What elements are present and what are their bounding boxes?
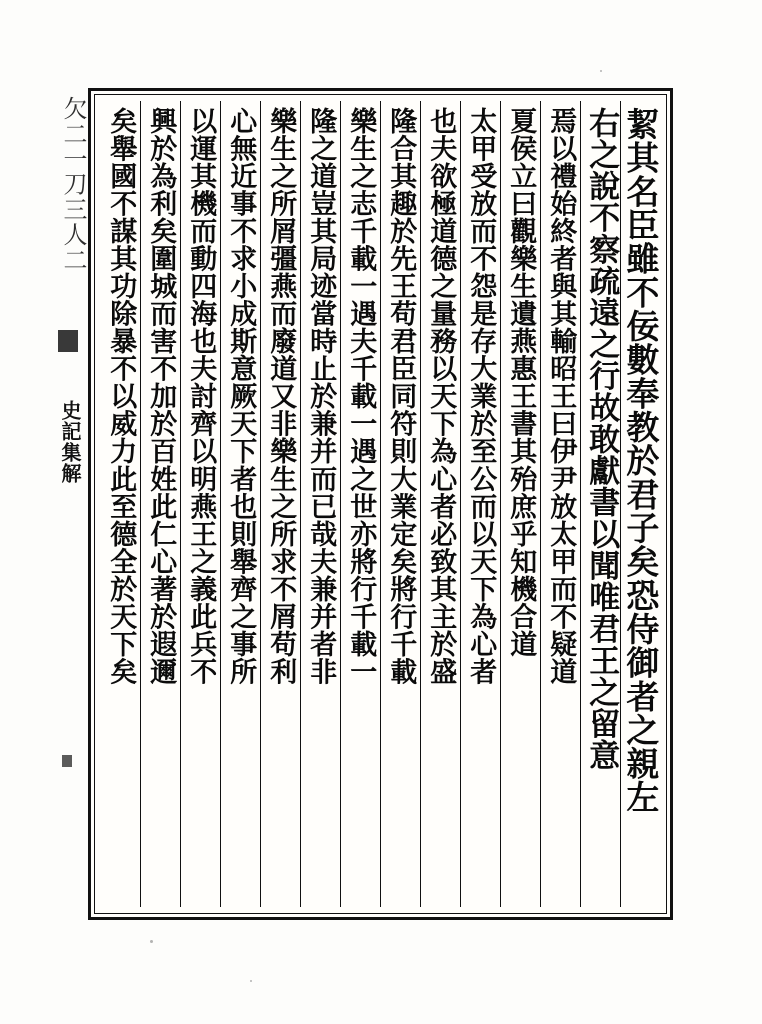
- book-title-margin: 史記集解: [58, 400, 82, 484]
- text-column-6: [420, 101, 460, 907]
- column-text: 以運其機而動四海也夫討齊以明燕王之義此兵不: [185, 107, 217, 686]
- column-text: 興於為利矣圍城而害不加於百姓此仁心著於遐邇: [145, 107, 177, 686]
- text-column-11: [220, 101, 260, 907]
- page-frame: [88, 88, 673, 920]
- text-column-4: [500, 101, 540, 907]
- column-text: 絜其名臣雖不佞數奉教於君子矣恐侍御者之親左: [621, 107, 661, 814]
- column-text: 心無近事不求小成斯意厥天下者也則舉齊之事所: [225, 107, 257, 686]
- column-text: 隆合其趣於先王苟君臣同符則大業定矣將行千載: [385, 107, 417, 686]
- column-text: 樂生之所屑彊燕而廢道又非樂生之所求不屑苟利: [265, 107, 297, 686]
- text-column-9: [300, 101, 340, 907]
- fold-mark-icon: [62, 755, 72, 767]
- paper-speck: [250, 980, 252, 982]
- text-column-8: [340, 101, 380, 907]
- column-text: 焉以禮始終者與其輸昭王曰伊尹放太甲而不疑道: [545, 107, 577, 686]
- column-text: 樂生之志千載一遇夫千載一遇之世亦將行千載一: [345, 107, 377, 686]
- seal-stamp-icon: [58, 330, 78, 352]
- column-text: 太甲受放而不怨是存大業於至公而以天下為心者: [465, 107, 497, 686]
- page-frame-inner-rule: [94, 94, 667, 914]
- text-column-12: [180, 101, 220, 907]
- paper-speck: [600, 70, 602, 72]
- text-column-10: [260, 101, 300, 907]
- column-text: 矣舉國不謀其功除暴不以威力此至德全於天下矣: [105, 107, 137, 686]
- column-text: 也夫欲極道德之量務以天下為心者必致其主於盛: [425, 107, 457, 686]
- column-text: 夏侯立曰觀樂生遺燕惠王書其殆庶乎知機合道: [505, 107, 537, 658]
- text-column-7: [380, 101, 420, 907]
- margin-top-note: 欠二一刀三人二: [59, 96, 87, 273]
- text-column-13: [140, 101, 180, 907]
- text-column-1: [620, 101, 660, 907]
- text-column-14: [101, 101, 140, 907]
- column-text: 隆之道豈其局迹當時止於兼并而已哉夫兼并者非: [305, 107, 337, 686]
- text-column-2: [580, 101, 620, 907]
- column-text: 右之說不察疏遠之行故敢獻書以聞唯君王之留意: [583, 107, 620, 772]
- text-column-3: [540, 101, 580, 907]
- paper-speck: [150, 940, 153, 943]
- text-column-5: [460, 101, 500, 907]
- text-columns: [101, 101, 660, 907]
